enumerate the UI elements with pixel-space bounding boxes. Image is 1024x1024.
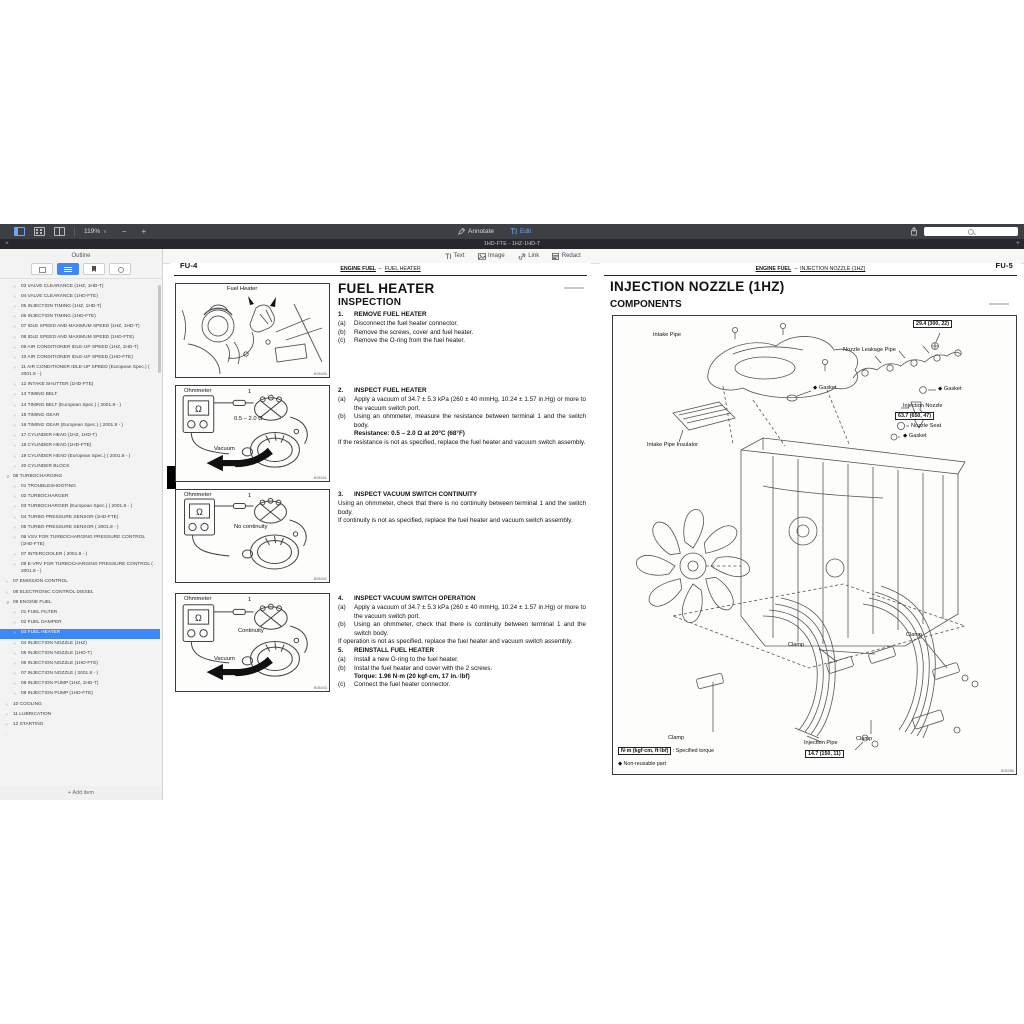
chevron-right-icon[interactable]: › xyxy=(14,504,16,511)
sidebar-toggle-icon[interactable] xyxy=(14,227,25,236)
outline-item[interactable] xyxy=(0,629,160,639)
outline-item-label: 08 IDLE SPEED AND MAXIMUM SPEED (1HD-FTE) xyxy=(21,334,135,340)
figure-vacuum-switch-continuity: Ohmmeter 1 No continuity B05402 xyxy=(175,489,330,583)
procedure-section xyxy=(338,491,586,526)
outline-item-label: 06 INJECTION TIMING (1HD-FTE) xyxy=(21,314,96,320)
outline-item-label: 15 TIMING GEAR xyxy=(21,412,60,418)
chevron-right-icon[interactable]: › xyxy=(14,609,16,616)
outline-item-label: 18 CYLINDER HEAD (1HD-FTE) xyxy=(21,443,92,449)
page-fu4: FU-4 ENGINE FUEL – FUEL HEATER Fuel Heater B05400 Ohmmeter 1 0.5 – 2.0 Ω Vacuum B05401 Ohmmeter 1 No continuity B05402 Ohmmeter 1 Continuity Vacuum B05403 FUEL HEATER INSPECTION 1. REMOVE FUEL HEATER (a) Disconnect the fuel heater connector. (b) Remove the screws, cover and fuel heater. (c) Remove the O-ring from the fuel heater. 2. INSPECT FUEL HEATER (a) Apply a vacuum of 34.7 ± 5.3 kPa (260 ± 40 mmHg, 10.24 ± 1.57 in.Hg) or more to the vacuum switch port. (b) Using an ohmmeter, measure the resistance between terminal 1 and the switch body. Resistance: 0.5 – 2.0 Ω at 20°C (68°F) If the resistance is not as specified, replace the fuel heater and vacuum switch assembly. 3. INSPECT VACUUM SWITCH CONTINUITY Using an ohmmeter, check that there is no continuity between terminal 1 and the switch body. If continuity is not as specified, replace the fuel heater and vacuum switch assembly. 4. INSPECT VACUUM SWITCH OPERATION (a) Apply a vacuum of 34.7 ± 5.3 kPa (260 ± 40 mmHg, 10.24 ± 1.57 in.Hg) or more to the vacuum switch port. (b) Using an ohmmeter, check that there is continuity between terminal 1 and the switch body. If operation is not as specified, replace the fuel heater and vacuum switch assembly. 5. REINSTALL FUEL HEATER (a) Install a new O-ring to the fuel heater. (b) Instal the fuel heater and cover with the 2 screws. Torque: 1.96 N·m (20 kgf·cm, 17 in.·lbf) (c) Connect the fuel heater connector. xyxy=(170,263,591,800)
outline-item-label: 03 TURBOCHARGER (European Spec.) ( 2001.8 - ) xyxy=(21,504,133,510)
outline-item-label: 10 COOLING xyxy=(13,701,42,707)
outline-item[interactable] xyxy=(0,710,160,720)
share-icon[interactable] xyxy=(910,227,918,236)
outline-item-label: 01 FUEL FILTER xyxy=(21,609,58,615)
outline-item-label: 05 INJECTION TIMING (1HZ, 1HD-T) xyxy=(21,303,102,309)
outline-item-label: 13 TIMING BELT xyxy=(21,392,58,398)
procedure-section xyxy=(338,387,586,447)
ohmmeter-diagram xyxy=(176,594,329,691)
step-note: If continuity is not as specified, replace the fuel heater and vacuum switch assembly. xyxy=(338,517,573,525)
outline-item-label: 12 INTAKE SHUTTER (1HD-FTE) xyxy=(21,382,94,388)
section-code xyxy=(989,303,1009,305)
zoom-level[interactable]: 119% xyxy=(84,228,101,235)
torque-legend: N·m (kgf·cm, ft·lbf) : Specified torque xyxy=(618,748,714,754)
link-tool-icon xyxy=(518,253,526,260)
outline-item[interactable] xyxy=(0,353,160,363)
redact-tool-icon xyxy=(552,253,559,260)
chevron-right-icon[interactable]: › xyxy=(14,412,16,419)
pencil-icon xyxy=(458,228,465,235)
step-heading: 3. INSPECT VACUUM SWITCH CONTINUITY xyxy=(338,491,478,498)
outline-item[interactable] xyxy=(0,598,160,608)
chevron-right-icon[interactable]: › xyxy=(14,630,16,637)
outline-item[interactable] xyxy=(0,680,160,690)
chevron-right-icon[interactable]: › xyxy=(14,443,16,450)
outline-item[interactable] xyxy=(0,578,160,588)
annotations-tab[interactable] xyxy=(109,263,131,275)
part-label: Intake Pipe xyxy=(653,332,681,338)
outline-item-label: 06 TURBOCHARGING xyxy=(13,473,63,479)
step-text: Using an ohmmeter, check that there is no continuity between terminal 1 and the switch body. xyxy=(338,500,586,516)
outline-item[interactable] xyxy=(0,432,160,442)
outline-item[interactable] xyxy=(0,669,160,679)
page-fu5: FU-5 ENGINE FUEL – INJECTION NOZZLE (1HZ) INJECTION NOZZLE (1HZ) COMPONENTS 29.4 (300, 22) Intake Pipe Nozzle Leakage Pipe ◆ Gasket ◆ Gasket Injection Nozzle 63.7 (650, 47) Nozzle Seat ◆ Gasket Intake Pipe Insulator Clamp Clamp Clamp Clamp Injection Pipe 14.7 (150, 11) N·m (kgf·cm, ft·lbf) : Specified torque ◆ Non-reusable part B05286 xyxy=(600,263,1021,800)
thumbnail-grid-icon[interactable] xyxy=(34,227,45,236)
page-subtitle: COMPONENTS xyxy=(610,299,682,310)
outline-item[interactable] xyxy=(0,333,160,343)
outline-item[interactable] xyxy=(0,588,160,598)
new-tab-button[interactable]: + xyxy=(1015,240,1020,247)
nonreusable-legend: ◆ Non-reusable part xyxy=(618,761,666,767)
page-number: FU-4 xyxy=(180,261,198,270)
zoom-out-button[interactable]: − xyxy=(121,227,127,236)
chevron-right-icon[interactable]: › xyxy=(6,732,8,739)
part-label: Nozzle Leakage Pipe xyxy=(843,347,896,353)
outline-item-label: 09 ENGINE FUEL xyxy=(13,599,52,605)
step-item: (b) Using an ohmmeter, check that there is continuity between terminal 1 and the switch body. xyxy=(338,621,586,637)
outline-item-label: 07 INTERCOOLER ( 2001.8 - ) xyxy=(21,552,88,558)
outline-item[interactable] xyxy=(0,659,160,669)
part-label: ◆ Gasket xyxy=(903,433,927,439)
torque-spec: 29.4 (300, 22) xyxy=(913,320,952,328)
chevron-right-icon[interactable]: › xyxy=(14,283,16,290)
chevron-right-icon[interactable]: › xyxy=(14,562,16,569)
outline-sidebar xyxy=(0,249,163,800)
part-label: Clamp xyxy=(906,632,923,638)
chevron-right-icon[interactable]: › xyxy=(14,650,16,657)
chevron-right-icon[interactable]: › xyxy=(14,640,16,647)
outline-item[interactable] xyxy=(0,482,160,492)
part-label: Clamp xyxy=(668,735,685,741)
chevron-right-icon[interactable]: › xyxy=(14,535,16,541)
outline-item-label: 08 E-VRV FOR TURBOCHARGING PRESSURE CONTROL ( 2001.8 - ) xyxy=(21,562,153,575)
outline-item[interactable] xyxy=(0,313,160,323)
pdf-app-window xyxy=(0,224,1024,800)
chevron-down-icon[interactable]: ∨ xyxy=(6,599,10,606)
chevron-right-icon[interactable]: › xyxy=(6,589,8,596)
figure-inspect-fuel-heater: Ohmmeter 1 0.5 – 2.0 Ω Vacuum B05401 xyxy=(175,385,330,482)
step-item: (b) Remove the screws, cover and fuel heater. xyxy=(338,328,474,336)
outline-item-label: 04 INJECTION NOZZLE (1HZ) xyxy=(21,640,87,646)
outline-item-label: 17 CYLINDER HEAD (1HZ, 1HD-T) xyxy=(21,433,97,439)
close-tab-button[interactable]: × xyxy=(5,240,9,247)
thumbnails-tab[interactable] xyxy=(31,263,53,275)
outline-item-label: 01 TROUBLESHOOTING xyxy=(21,484,76,490)
add-item-button[interactable]: + Add item xyxy=(0,786,162,800)
chevron-right-icon[interactable]: › xyxy=(14,334,16,341)
outline-item-label: 08 INJECTION PUMP (1HZ, 1HD-T) xyxy=(21,681,99,687)
chevron-right-icon[interactable]: › xyxy=(14,463,16,470)
outline-item-label: 07 EMISSION CONTROL xyxy=(13,579,68,585)
procedure-section xyxy=(338,311,586,346)
outline-item[interactable] xyxy=(0,302,160,312)
outline-item[interactable] xyxy=(0,343,160,353)
chevron-right-icon[interactable]: › xyxy=(6,711,8,718)
text-tool-button[interactable]: Text xyxy=(445,253,465,260)
part-label: ◆ Gasket xyxy=(938,386,962,392)
annotate-button[interactable]: Annotate xyxy=(458,228,494,235)
chevron-right-icon[interactable]: › xyxy=(14,324,16,331)
part-label: Injection Pipe xyxy=(804,740,838,746)
outline-item[interactable] xyxy=(0,503,160,513)
chevron-right-icon[interactable]: › xyxy=(14,620,16,627)
step-heading: 1. REMOVE FUEL HEATER xyxy=(338,311,427,318)
step-item: (c) Remove the O-ring from the fuel heater. xyxy=(338,337,465,345)
torque-spec: 14.7 (150, 11) xyxy=(805,750,844,758)
page-title: INJECTION NOZZLE (1HZ) xyxy=(610,279,785,294)
chevron-right-icon[interactable]: › xyxy=(14,660,16,667)
two-page-view-icon[interactable] xyxy=(54,227,65,236)
chevron-right-icon[interactable]: › xyxy=(14,402,16,409)
chevron-right-icon[interactable]: › xyxy=(14,303,16,310)
ohmmeter-diagram xyxy=(176,490,329,582)
outline-list xyxy=(0,282,160,786)
part-label: Nozzle Seat xyxy=(911,423,942,429)
document-tab[interactable]: 1HD-FTE - 1HZ-1HD-T xyxy=(483,241,541,247)
edit-toolbar xyxy=(163,249,1024,264)
outline-item[interactable] xyxy=(0,411,160,421)
chevron-right-icon[interactable]: › xyxy=(14,494,16,501)
part-label: Clamp xyxy=(856,736,873,742)
outline-item[interactable] xyxy=(0,391,160,401)
figure-vacuum-switch-operation: Ohmmeter 1 Continuity Vacuum B05403 xyxy=(175,593,330,692)
chevron-right-icon[interactable]: › xyxy=(14,354,16,361)
outline-item[interactable] xyxy=(0,421,160,431)
image-tool-button[interactable]: Image xyxy=(478,253,505,260)
outline-item-label: 02 FUEL DAMPER xyxy=(21,620,62,626)
edit-button[interactable]: Edit xyxy=(510,228,531,235)
outline-item-label: 04 TURBO PRESSURE SENSOR (1HD-FTE) xyxy=(21,514,119,520)
chevron-down-icon: ∨ xyxy=(103,228,107,235)
search-icon xyxy=(968,229,974,235)
outline-item-label: 16 TIMING GEAR (European Spec.) ( 2001.8 - ) xyxy=(21,422,124,428)
chevron-right-icon[interactable]: › xyxy=(14,392,16,399)
part-label: Intake Pipe Insulator xyxy=(647,442,698,448)
outline-item-label: 03 FUEL HEATER xyxy=(21,630,61,636)
outline-item[interactable] xyxy=(0,452,160,462)
text-edit-icon xyxy=(510,228,517,235)
engine-line-art xyxy=(176,284,329,377)
search-input[interactable] xyxy=(924,227,1018,236)
chevron-right-icon[interactable]: › xyxy=(14,293,16,300)
outline-item-label: 20 CYLINDER BLOCK xyxy=(21,463,70,469)
step-heading: 4. INSPECT VACUUM SWITCH OPERATION xyxy=(338,595,476,602)
outline-item[interactable] xyxy=(0,472,160,482)
sidebar-scrollbar[interactable] xyxy=(158,285,161,373)
chevron-right-icon[interactable]: › xyxy=(14,524,16,531)
outline-item[interactable] xyxy=(0,690,160,700)
outline-item-label: 02 TURBOCHARGER xyxy=(21,494,69,500)
redact-tool-button[interactable]: Redact xyxy=(552,253,581,260)
chevron-right-icon[interactable]: › xyxy=(14,422,16,429)
chevron-right-icon[interactable]: › xyxy=(14,453,16,460)
outline-item-label: 14 TIMING BELT (European Spec.) ( 2001.8 - ) xyxy=(21,402,121,408)
outline-item[interactable] xyxy=(0,619,160,629)
step-item: (c) Connect the fuel heater connector. xyxy=(338,681,451,689)
outline-item[interactable] xyxy=(0,551,160,561)
step-item: (a) Apply a vacuum of 34.7 ± 5.3 kPa (260 ± 40 mmHg, 10.24 ± 1.57 in.Hg) or more to the vacuum switch port. xyxy=(338,396,586,412)
outline-item[interactable] xyxy=(0,523,160,533)
outline-item[interactable] xyxy=(0,323,160,333)
outline-item[interactable] xyxy=(0,364,160,381)
outline-item-label: 04 VALVE CLEARANCE (1HD-FTE) xyxy=(21,293,98,299)
outline-tab[interactable] xyxy=(57,263,79,275)
outline-item[interactable] xyxy=(0,493,160,503)
outline-item-label: 07 INJECTION NOZZLE ( 2001.8 - ) xyxy=(21,671,99,677)
chevron-right-icon[interactable]: › xyxy=(14,314,16,321)
chevron-right-icon[interactable]: › xyxy=(14,552,16,559)
text-tool-icon xyxy=(445,253,451,260)
section-code xyxy=(564,287,584,289)
outline-item[interactable] xyxy=(0,462,160,472)
outline-item[interactable] xyxy=(0,561,160,578)
outline-item[interactable] xyxy=(0,649,160,659)
chevron-right-icon[interactable]: › xyxy=(14,382,16,389)
outline-item-label: 08 ELECTRONIC CONTROL DIESEL xyxy=(13,589,94,595)
document-canvas xyxy=(163,249,1024,800)
outline-item[interactable] xyxy=(0,608,160,618)
step-item: (b) Instal the fuel heater and cover with the 2 screws. Torque: 1.96 N·m (20 kgf·cm, 17 in.·lbf) xyxy=(338,664,493,680)
image-tool-icon xyxy=(478,253,486,260)
main-toolbar xyxy=(0,224,1024,239)
outline-item[interactable] xyxy=(0,720,160,730)
outline-item-label: 05 INJECTION NOZZLE (1HD-T) xyxy=(21,650,92,656)
step-item: (a) Apply a vacuum of 34.7 ± 5.3 kPa (260 ± 40 mmHg, 10.24 ± 1.57 in.Hg) or more to the vacuum switch port. xyxy=(338,604,586,620)
bookmarks-tab[interactable] xyxy=(83,263,105,275)
part-label: ◆ Gasket xyxy=(813,385,837,391)
step-heading: 5. REINSTALL FUEL HEATER xyxy=(338,646,434,654)
chevron-right-icon[interactable]: › xyxy=(14,433,16,440)
outline-item-label: 09 INJECTION PUMP (1HD-FTE) xyxy=(21,691,93,697)
page-subtitle: INSPECTION xyxy=(338,297,402,308)
step-item: (a) Disconnect the fuel heater connector. xyxy=(338,320,458,328)
outline-item-label: 05 TURBO PRESSURE SENSOR ( 2001.8 - ) xyxy=(21,524,119,530)
step-item: (a) Install a new O-ring to the fuel heater. xyxy=(338,656,459,664)
outline-item-label: 06 INJECTION NOZZLE (1HD-FTE) xyxy=(21,660,99,666)
outline-item[interactable] xyxy=(0,282,160,292)
step-item: (b) Using an ohmmeter, measure the resistance between terminal 1 and the switch body. Resistance: 0.5 – 2.0 Ω at 20°C (68°F) xyxy=(338,413,586,438)
components-figure: 29.4 (300, 22) Intake Pipe Nozzle Leakage Pipe ◆ Gasket ◆ Gasket Injection Nozzle 63.7 (650, 47) Nozzle Seat ◆ Gasket Intake Pipe Insulator Clamp Clamp Clamp Clamp Injection Pipe 14.7 (150, 11) N·m (kgf·cm, ft·lbf) : Specified torque ◆ Non-reusable part B05286 xyxy=(612,315,1017,775)
chevron-right-icon[interactable]: › xyxy=(14,691,16,698)
chevron-right-icon[interactable]: › xyxy=(6,579,8,586)
figure-fuel-heater-location: Fuel Heater B05400 xyxy=(175,283,330,378)
chevron-right-icon[interactable]: › xyxy=(14,344,16,351)
outline-item[interactable] xyxy=(0,381,160,391)
link-tool-button[interactable]: Link xyxy=(518,253,540,260)
outline-item[interactable] xyxy=(0,442,160,452)
procedure-section xyxy=(338,595,586,690)
outline-item-label: 12 STARTING xyxy=(13,722,44,727)
chevron-right-icon[interactable]: › xyxy=(14,484,16,491)
outline-item[interactable] xyxy=(0,533,160,550)
outline-item[interactable] xyxy=(0,292,160,302)
outline-item[interactable] xyxy=(0,639,160,649)
sidebar-title: Outline xyxy=(71,253,91,259)
chevron-right-icon[interactable]: › xyxy=(14,365,16,372)
toolbar-divider xyxy=(74,227,75,236)
zoom-in-button[interactable]: + xyxy=(141,227,147,236)
outline-item[interactable] xyxy=(0,700,160,710)
outline-item-label: 11 LUBRICATION xyxy=(13,711,52,717)
step-note: If the resistance is not as specified, replace the fuel heater and vacuum switch assembly. xyxy=(338,438,586,446)
outline-item[interactable] xyxy=(0,513,160,523)
outline-item-label: 03 VALVE CLEARANCE (1HZ, 1HD-T) xyxy=(21,283,104,289)
outline-item[interactable] xyxy=(0,401,160,411)
torque-spec: 63.7 (650, 47) xyxy=(895,412,934,420)
ohmmeter-diagram xyxy=(176,386,329,481)
outline-item[interactable] xyxy=(0,731,160,741)
step-heading: 2. INSPECT FUEL HEATER xyxy=(338,387,427,394)
chevron-down-icon[interactable]: ∨ xyxy=(6,473,10,480)
page-title: FUEL HEATER xyxy=(338,281,435,296)
outline-item-label: 06 VSV FOR TURBOCHARGING PRESSURE CONTROL (1HD-FTE) xyxy=(21,535,145,547)
chevron-right-icon[interactable]: › xyxy=(14,681,16,688)
page-number: FU-5 xyxy=(995,261,1013,270)
part-label: Injection Nozzle xyxy=(903,403,943,409)
outline-item-label: 19 CYLINDER HEAD (European Spec.) ( 2001.8 - ) xyxy=(21,453,131,459)
outline-item-label: 11 AIR CONDITIONER IDLE-UP SPEED (European Spec.) ( 2001.8 - ) xyxy=(21,365,150,378)
tab-bar xyxy=(0,239,1024,249)
chevron-right-icon[interactable]: › xyxy=(6,722,8,728)
chevron-right-icon[interactable]: › xyxy=(6,701,8,708)
chevron-right-icon[interactable]: › xyxy=(14,514,16,521)
chevron-right-icon[interactable]: › xyxy=(14,671,16,678)
outline-item-label: 10 AIR CONDITIONER IDLE-UP SPEED (1HD-FTE) xyxy=(21,354,133,360)
outline-item-label: 09 AIR CONDITIONER IDLE-UP SPEED (1HZ, 1HD-T) xyxy=(21,344,139,350)
step-note: If operation is not as specified, replace the fuel heater and vacuum switch assembly. xyxy=(338,638,573,646)
outline-item-label: 07 IDLE SPEED AND MAXIMUM SPEED (1HZ, 1HD-T) xyxy=(21,324,140,330)
part-label: Clamp xyxy=(788,642,805,648)
